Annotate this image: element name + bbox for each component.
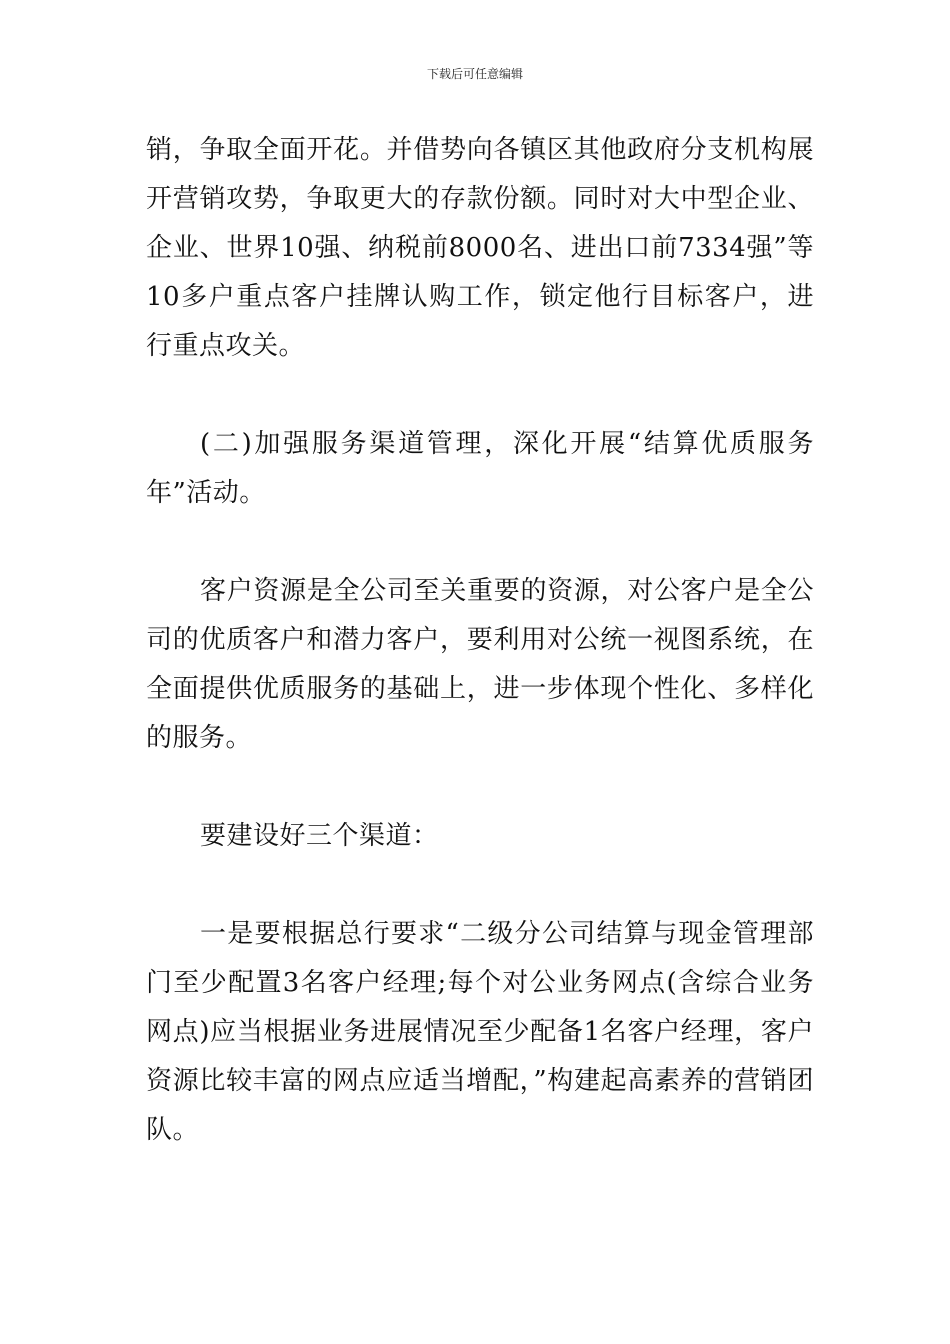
paragraph-continuation: 销，争取全面开花。并借势向各镇区其他政府分支机构展开营销攻势，争取更大的存款份额。同时对大中型企业、企业、世界10强、纳税前8000名、进出口前7334强”等10多户重点客户挂牌认购工作，锁定他行目标客户，进行重点攻关。: [146, 135, 814, 361]
document-body: [146, 126, 814, 1155]
section-heading-2: (二)加强服务渠道管理，深化开展“结算优质服务年”活动。: [146, 429, 814, 508]
paragraph-first-channel: 一是要根据总行要求“二级分公司结算与现金管理部门至少配置3名客户经理;每个对公业务网点(含综合业务网点)应当根据业务进展情况至少配备1名客户经理，客户资源比较丰富的网点应适当增配，”构建起高素养的营销团队。: [146, 919, 814, 1145]
paragraph-customer-resources: 客户资源是全公司至关重要的资源，对公客户是全公司的优质客户和潜力客户，要利用对公统一视图系统，在全面提供优质服务的基础上，进一步体现个性化、多样化的服务。: [146, 576, 814, 753]
page-header: 下载后可任意编辑: [426, 67, 523, 81]
paragraph-three-channels: 要建设好三个渠道：: [200, 821, 439, 851]
